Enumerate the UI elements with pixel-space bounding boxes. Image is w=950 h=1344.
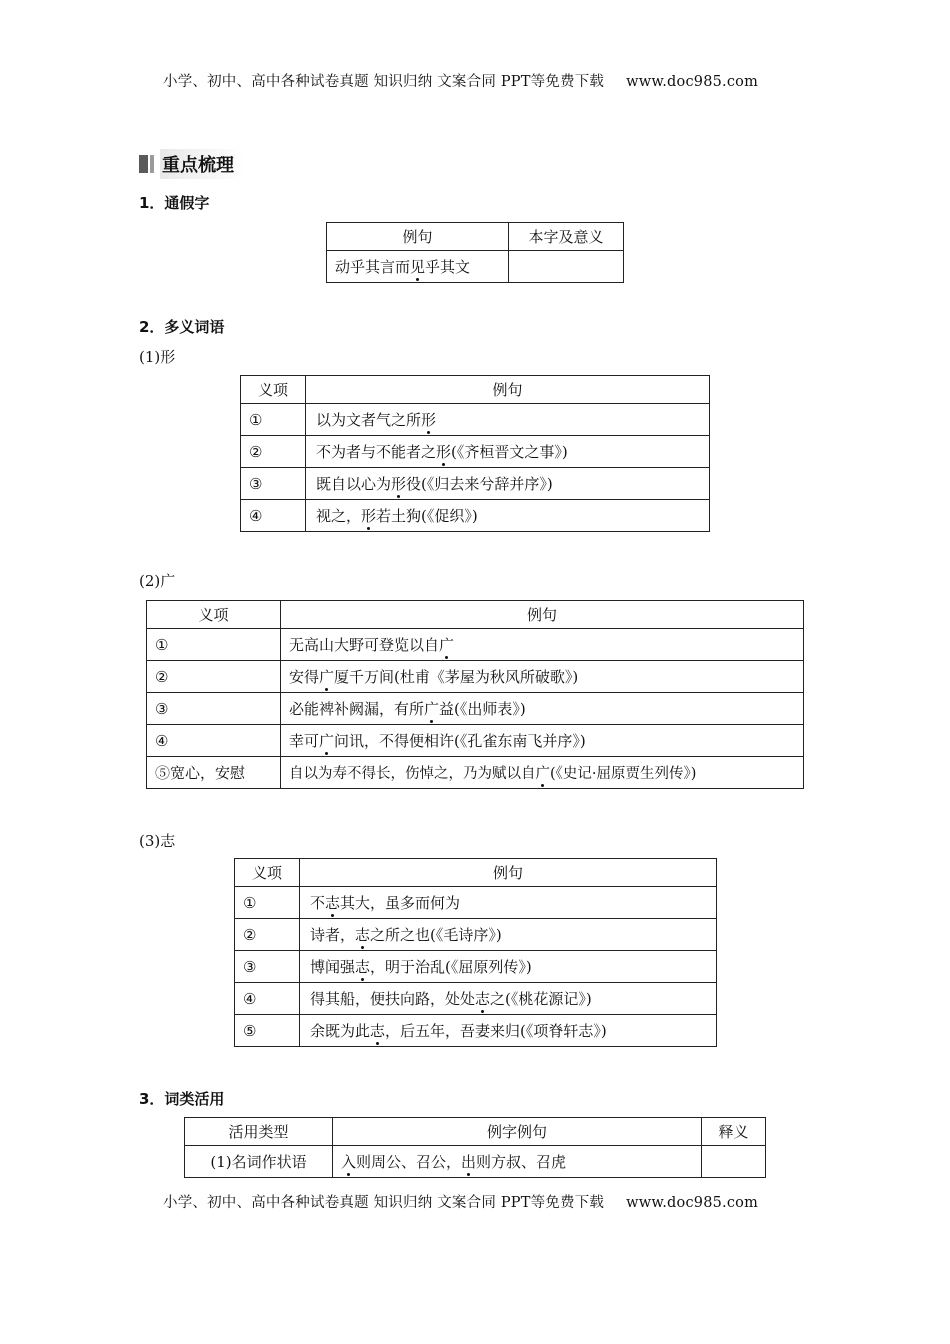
emphasis-char: 形 (436, 443, 452, 461)
cilei-table (184, 1117, 766, 1178)
header-text: 小学、初中、高中各种试卷真题 知识归纳 文案合同 PPT等免费下载 (163, 74, 605, 90)
table-row (235, 887, 717, 919)
label-xing: (1)形 (139, 348, 176, 366)
table-row (241, 436, 710, 468)
sense-cell[interactable]: ① (235, 887, 300, 919)
example-cell: 不志其大，虽多而何为 (300, 887, 717, 919)
example-cell: 自以为寿不得长，伤悼之，乃为赋以自广(《史记·屈原贾生列传》) (281, 757, 804, 789)
header-cell: 例句 (327, 223, 509, 251)
sense-cell[interactable]: ④ (235, 983, 300, 1015)
table-row (241, 468, 710, 500)
emphasis-char: 形 (361, 507, 377, 525)
sense-cell[interactable]: ⑤ (235, 1015, 300, 1047)
header-cell: 例句 (281, 601, 804, 629)
sense-cell[interactable]: ② (241, 436, 306, 468)
example-cell: 诗者，志之所之也(《毛诗序》) (300, 919, 717, 951)
sense-cell[interactable]: ③ (147, 693, 281, 725)
example-cell: 入则周公、召公，出则方叔、召虎 (333, 1146, 702, 1178)
sense-cell[interactable]: ① (241, 404, 306, 436)
heading-tongjiazi: 1．通假字 (139, 194, 210, 212)
header-cell: 例句 (306, 376, 710, 404)
section-title (139, 149, 244, 179)
heading-cilei: 3．词类活用 (139, 1090, 225, 1108)
example-cell: 不为者与不能者之形(《齐桓晋文之事》) (306, 436, 710, 468)
header-cell: 例字例句 (333, 1118, 702, 1146)
emphasis-char: 形 (391, 475, 407, 493)
emphasis-char: 形 (421, 411, 437, 429)
section-marker-icon (139, 155, 154, 173)
label-guang: (2)广 (139, 572, 176, 590)
guang-table (146, 600, 804, 789)
emphasis-char: 广 (319, 732, 335, 750)
sense-cell[interactable]: ② (147, 661, 281, 693)
table-row (147, 629, 804, 661)
meaning-cell[interactable] (702, 1146, 766, 1178)
sense-cell[interactable]: ① (147, 629, 281, 661)
section-title-text: 重点梳理 (160, 149, 244, 179)
page-header (163, 70, 758, 91)
sense-cell[interactable]: ④ (241, 500, 306, 532)
emphasis-char: 志 (355, 926, 371, 944)
table-row (235, 983, 717, 1015)
heading-duoyi: 2．多义词语 (139, 318, 225, 336)
table-row (241, 404, 710, 436)
sense-cell[interactable]: ③ (241, 468, 306, 500)
table-row (147, 757, 804, 789)
table-row (235, 951, 717, 983)
example-cell: 既自以心为形役(《归去来兮辞并序》) (306, 468, 710, 500)
table-row (147, 661, 804, 693)
xing-table (240, 375, 710, 532)
header-cell: 本字及意义 (509, 223, 624, 251)
header-cell: 义项 (235, 859, 300, 887)
header-cell: 活用类型 (185, 1118, 333, 1146)
label-zhi: (3)志 (139, 832, 176, 850)
example-cell: 必能裨补阙漏，有所广益(《出师表》) (281, 693, 804, 725)
tongjiazi-table (326, 222, 624, 283)
emphasis-char: 志 (325, 894, 341, 912)
table-row (235, 919, 717, 951)
example-cell: 安得广厦千万间(杜甫《茅屋为秋风所破歌》) (281, 661, 804, 693)
table-row (147, 725, 804, 757)
example-cell: 视之，形若土狗(《促织》) (306, 500, 710, 532)
emphasis-char: 志 (370, 1022, 386, 1040)
emphasis-char: 志 (355, 958, 371, 976)
footer-url[interactable]: www.doc985.com (626, 1195, 759, 1211)
emphasis-char: 广 (319, 668, 335, 686)
emphasis-char: 出 (461, 1153, 477, 1171)
table-row (147, 693, 804, 725)
example-cell: 余既为此志，后五年，吾妻来归(《项脊轩志》) (300, 1015, 717, 1047)
sense-cell[interactable]: ⑤宽心，安慰 (147, 757, 281, 789)
type-cell: (1)名词作状语 (185, 1146, 333, 1178)
page-footer (163, 1191, 758, 1212)
table-row (185, 1146, 766, 1178)
header-cell: 例句 (300, 859, 717, 887)
header-cell: 释义 (702, 1118, 766, 1146)
sense-cell[interactable]: ② (235, 919, 300, 951)
emphasis-char: 志 (475, 990, 491, 1008)
example-cell: 无高山大野可登览以自广 (281, 629, 804, 661)
example-cell: 博闻强志，明于治乱(《屈原列传》) (300, 951, 717, 983)
table-row (241, 500, 710, 532)
sense-cell[interactable]: ③ (235, 951, 300, 983)
emphasis-char: 广 (535, 766, 550, 782)
example-cell: 以为文者气之所形 (306, 404, 710, 436)
example-cell: 得其船，便扶向路，处处志之(《桃花源记》) (300, 983, 717, 1015)
emphasis-char: 见 (410, 258, 426, 276)
emphasis-char: 广 (439, 636, 455, 654)
example-cell: 幸可广问讯，不得便相许(《孔雀东南飞并序》) (281, 725, 804, 757)
emphasis-char: 广 (424, 700, 440, 718)
zhi-table (234, 858, 717, 1047)
footer-text: 小学、初中、高中各种试卷真题 知识归纳 文案合同 PPT等免费下载 (163, 1195, 605, 1211)
header-cell: 义项 (147, 601, 281, 629)
meaning-cell[interactable] (509, 251, 624, 283)
table-row (235, 1015, 717, 1047)
emphasis-char: 入 (341, 1153, 357, 1171)
example-cell: 动乎其言而见乎其文 (327, 251, 509, 283)
header-cell: 义项 (241, 376, 306, 404)
header-url[interactable]: www.doc985.com (626, 74, 759, 90)
sense-cell[interactable]: ④ (147, 725, 281, 757)
